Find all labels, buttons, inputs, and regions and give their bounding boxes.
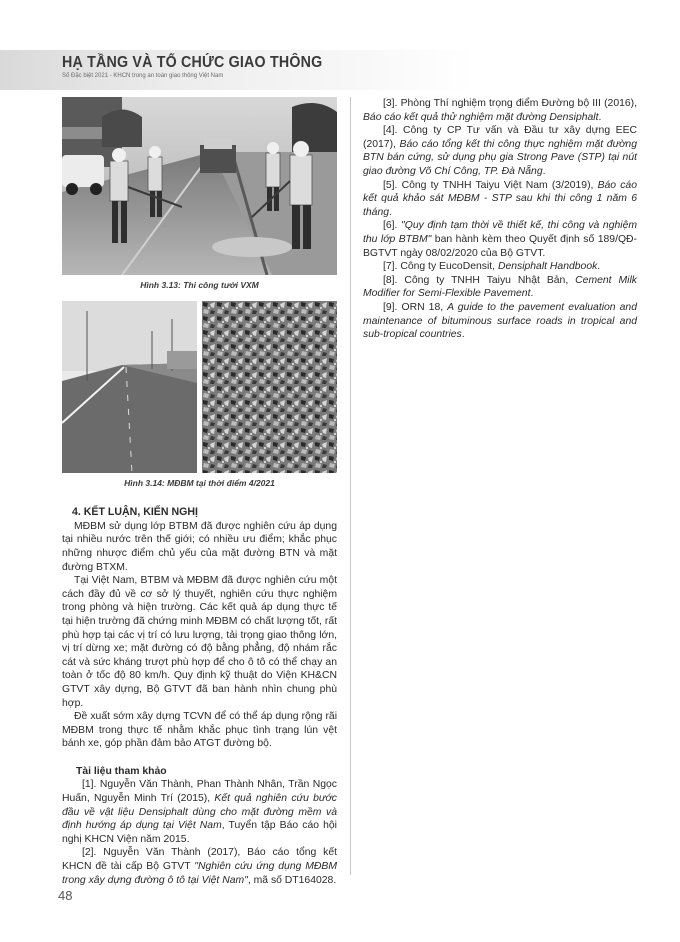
reference-1: [1]. Nguyễn Văn Thành, Phan Thành Nhân, Trần Ngọc Huấn, Nguyễn Minh Trí (2015), Kết quả nghiên cứu bước đầu về vật liệu Densiphalt dùng cho mặt đường mềm và định hướng áp dụng tại Việt Nam, Tuyển tập Báo cáo hội nghị KHCN Viện năm 2015. [62,779,337,845]
conclusion-paragraph-1: MĐBM sử dụng lớp BTBM đã được nghiên cứu áp dụng tại nhiều nước trên thế giới; có nhiều ưu điểm; khắc phục những nhược điểm chủ yếu của mặt đường BTN và mặt đường BTXM. [62,520,337,573]
reference-9: [9]. ORN 18, A guide to the pavement evaluation and maintenance of bituminous surface roads in tropical and sub-tropical countries. [363,301,637,341]
page-number: 48 [58,888,73,903]
section-4-heading: 4. KẾT LUẬN, KIẾN NGHỊ [72,506,198,519]
conclusion-paragraph-2: Tại Việt Nam, BTBM và MĐBM đã được nghiên cứu một cách đầy đủ về cơ sở lý thuyết, nghiên cứu thực nghiệm trong phòng và hiện trường. Các kết quả áp dụng thực tế tại hiện trường đã chứng minh MĐBM có chất lượng tốt, rất phù hợp tại các vị trí có lưu lượng, tải trọng giao thông lớn, vị trí dừng xe; mặt đường có độ bằng phẳng, độ nhám rắc cát và sức kháng trượt phù hợp để cho ô tô có thể chạy an toàn ở tốc độ 80 km/h. Quy định kỹ thuật do Viện KH&CN GTVT xây dựng, Bộ GTVT đã ban hành nhìn chung phù hợp. [62,575,337,709]
figure-3-14-photos [62,301,337,473]
journal-section-title: HẠ TẦNG VÀ TỔ CHỨC GIAO THÔNG [62,54,323,71]
figure-3-13-caption: Hình 3.13: Thi công tưới VXM [140,280,259,290]
left-column [62,97,337,887]
journal-issue-subtitle: Số Đặc biệt 2021 - KHCN trong an toàn giao thông Việt Nam [62,73,224,79]
road-and-surface-texture-images [62,301,337,473]
reference-7: [7]. Công ty EucoDensit, Densiphalt Handbook. [383,261,601,273]
right-column [363,97,637,342]
figure-3-13-photo [62,97,337,275]
reference-5: [5]. Công ty TNHH Taiyu Việt Nam (3/2019), Báo cáo kết quả khảo sát MĐBM - STP sau khi thi công 1 năm 6 tháng. [363,179,637,218]
conclusion-paragraph-3: Đề xuất sớm xây dựng TCVN để có thể áp dụng rộng rãi MĐBM trong thực tế nhằm khắc phục tình trạng lún vệt bánh xe, góp phần đảm bảo ATGT đường bộ. [62,711,337,750]
reference-2: [2]. Nguyễn Văn Thành (2017), Báo cáo tổng kết KHCN đề tài cấp Bộ GTVT "Nghiên cứu ứng dụng MĐBM trong xây dựng đường ô tô tại Việt Nam", mã số DT164028. [62,847,338,886]
reference-4: [4]. Công ty CP Tư vấn và Đầu tư xây dựng EEC (2017), Báo cáo tổng kết thi công thực nghiệm mặt đường BTN bán cứng, sử dụng phụ gia Strong Pave (STP) tại nút giao đường Võ Chí Công, TP. Đà Nẵng. [363,125,637,177]
construction-workers-image [62,97,337,275]
reference-8: [8]. Công ty TNHH Taiyu Nhật Bản, Cement Milk Modifier for Semi-Flexible Pavement. [363,274,637,300]
reference-3: [3]. Phòng Thí nghiệm trọng điểm Đường bộ III (2016), Báo cáo kết quả thử nghiệm mặt đường Densiphalt. [363,98,637,123]
column-divider [350,97,351,875]
references-heading: Tài liệu tham khảo [76,765,167,777]
reference-6: [6]. "Quy định tạm thời về thiết kế, thi công và nghiệm thu lớp BTBM" ban hành kèm theo Quyết định số 189/QĐ-BGTVT ngày 08/02/2020 của Bộ GTVT. [363,220,638,259]
figure-3-14-caption: Hình 3.14: MĐBM tại thời điểm 4/2021 [124,477,275,488]
